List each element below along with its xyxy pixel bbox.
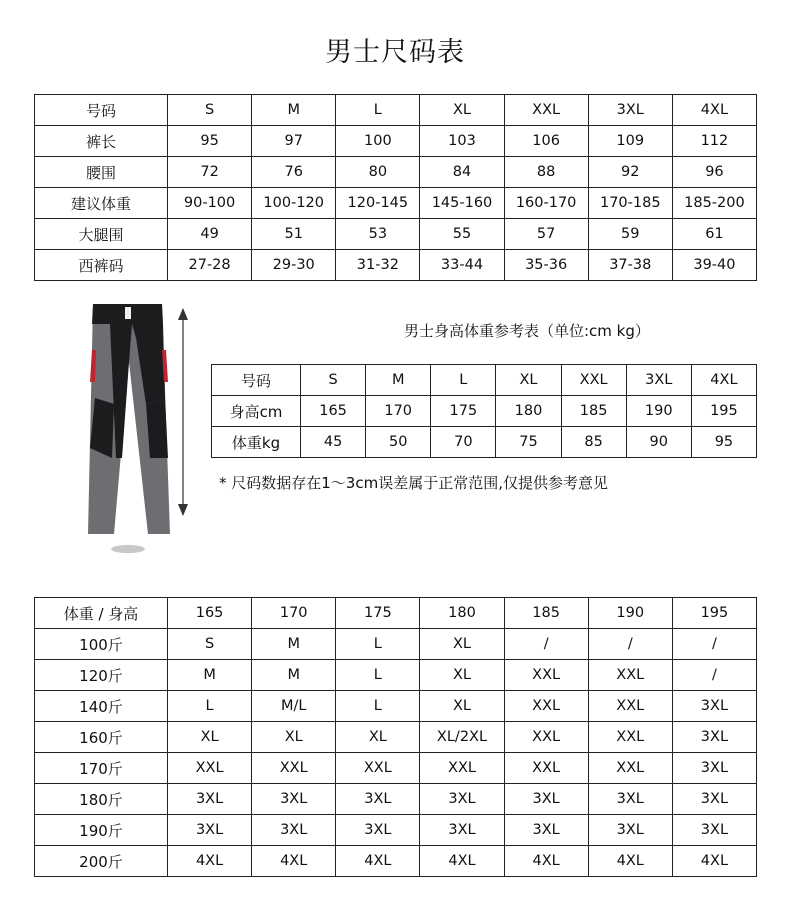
table-row [35, 691, 757, 722]
table-cell: 175 [431, 396, 496, 427]
header-cell: 165 [168, 598, 252, 629]
header-cell: 号码 [212, 365, 301, 396]
table-cell: XL [336, 722, 420, 753]
header-cell: 体重 / 身高 [35, 598, 168, 629]
table-cell: 4XL [336, 846, 420, 877]
table-cell: XXL [588, 691, 672, 722]
header-cell: 195 [672, 598, 756, 629]
table-cell: 85 [561, 427, 626, 458]
row-label: 140斤 [35, 691, 168, 722]
table-cell: 3XL [672, 691, 756, 722]
table-row [35, 784, 757, 815]
table-cell: 109 [588, 126, 672, 157]
table-cell: 57 [504, 219, 588, 250]
table-row [35, 629, 757, 660]
table-cell: XXL [504, 753, 588, 784]
table-cell: 3XL [588, 815, 672, 846]
row-label: 身高cm [212, 396, 301, 427]
table-row [212, 427, 757, 458]
table-cell: 3XL [504, 784, 588, 815]
header-cell: L [336, 95, 420, 126]
table-cell: 4XL [168, 846, 252, 877]
table-cell: 4XL [252, 846, 336, 877]
row-label: 大腿围 [35, 219, 168, 250]
table-cell: L [168, 691, 252, 722]
table-cell: XXL [504, 660, 588, 691]
table-cell: XL [420, 629, 504, 660]
table-cell: 120-145 [336, 188, 420, 219]
header-cell: 4XL [691, 365, 756, 396]
table-cell: 190 [626, 396, 691, 427]
arrow-head-down-icon [178, 504, 188, 516]
table-cell: M [168, 660, 252, 691]
header-cell: M [252, 95, 336, 126]
header-cell: XL [496, 365, 561, 396]
header-cell: M [366, 365, 431, 396]
height-weight-reference-table [211, 364, 757, 458]
header-cell: S [168, 95, 252, 126]
table-cell: 45 [301, 427, 366, 458]
table-cell: 3XL [168, 784, 252, 815]
header-cell: 170 [252, 598, 336, 629]
table-cell: 3XL [588, 784, 672, 815]
table-cell: 55 [420, 219, 504, 250]
header-cell: 号码 [35, 95, 168, 126]
table-cell: 160-170 [504, 188, 588, 219]
table-cell: 3XL [336, 784, 420, 815]
table-cell: 49 [168, 219, 252, 250]
table-cell: 3XL [252, 784, 336, 815]
table-row [35, 157, 757, 188]
header-cell: 190 [588, 598, 672, 629]
table-cell: 3XL [252, 815, 336, 846]
table-cell: 39-40 [672, 250, 756, 281]
row-label: 腰围 [35, 157, 168, 188]
table-cell: 31-32 [336, 250, 420, 281]
table-cell: L [336, 660, 420, 691]
table-header-row [35, 598, 757, 629]
table-cell: XXL [336, 753, 420, 784]
table-cell: 180 [496, 396, 561, 427]
row-label: 西裤码 [35, 250, 168, 281]
table-cell: 97 [252, 126, 336, 157]
table-cell: 165 [301, 396, 366, 427]
table-cell: 4XL [504, 846, 588, 877]
table-cell: 35-36 [504, 250, 588, 281]
table-cell: 88 [504, 157, 588, 188]
table-row [35, 660, 757, 691]
header-cell: 185 [504, 598, 588, 629]
header-cell: XXL [561, 365, 626, 396]
table-cell: XXL [504, 722, 588, 753]
table-cell: XL [420, 691, 504, 722]
size-chart-table [34, 94, 757, 281]
table-cell: M [252, 629, 336, 660]
table-row [35, 753, 757, 784]
table-cell: 61 [672, 219, 756, 250]
table-cell: XXL [588, 722, 672, 753]
table-cell: 50 [366, 427, 431, 458]
header-cell: S [301, 365, 366, 396]
table-cell: 170 [366, 396, 431, 427]
table-cell: 145-160 [420, 188, 504, 219]
table-cell: 59 [588, 219, 672, 250]
table-row [212, 396, 757, 427]
row-label: 100斤 [35, 629, 168, 660]
zipper-accent-left-shape [90, 350, 96, 382]
shadow-shape [111, 545, 145, 553]
table-row [35, 250, 757, 281]
header-cell: XL [420, 95, 504, 126]
table-cell: 27-28 [168, 250, 252, 281]
header-cell: XXL [504, 95, 588, 126]
table-cell: 90 [626, 427, 691, 458]
table-cell: 112 [672, 126, 756, 157]
row-label: 体重kg [212, 427, 301, 458]
row-label: 建议体重 [35, 188, 168, 219]
table-cell: XL/2XL [420, 722, 504, 753]
table-cell: / [504, 629, 588, 660]
table-cell: 80 [336, 157, 420, 188]
table-cell: L [336, 691, 420, 722]
weight-height-size-table [34, 597, 757, 877]
table-cell: 106 [504, 126, 588, 157]
row-label: 180斤 [35, 784, 168, 815]
table-cell: 3XL [420, 784, 504, 815]
table-cell: 3XL [672, 722, 756, 753]
table-cell: / [588, 629, 672, 660]
buckle-shape [125, 307, 131, 319]
table-cell: 70 [431, 427, 496, 458]
table-cell: 72 [168, 157, 252, 188]
table-cell: 76 [252, 157, 336, 188]
table-header-row [212, 365, 757, 396]
table-cell: 3XL [672, 815, 756, 846]
table-cell: 75 [496, 427, 561, 458]
table-cell: 4XL [420, 846, 504, 877]
table-cell: 3XL [672, 753, 756, 784]
table-cell: 95 [691, 427, 756, 458]
table-cell: XL [252, 722, 336, 753]
table-cell: 103 [420, 126, 504, 157]
header-cell: L [431, 365, 496, 396]
table-cell: XXL [504, 691, 588, 722]
table-cell: M/L [252, 691, 336, 722]
table-cell: XXL [420, 753, 504, 784]
table-cell: 95 [168, 126, 252, 157]
table-header-row [35, 95, 757, 126]
table-cell: XXL [588, 753, 672, 784]
header-cell: 3XL [626, 365, 691, 396]
table-cell: 29-30 [252, 250, 336, 281]
arrow-head-up-icon [178, 308, 188, 320]
table-cell: 53 [336, 219, 420, 250]
table-cell: 92 [588, 157, 672, 188]
table-cell: 3XL [420, 815, 504, 846]
table-cell: 84 [420, 157, 504, 188]
table-cell: 4XL [672, 846, 756, 877]
table-cell: XL [420, 660, 504, 691]
table-cell: 3XL [336, 815, 420, 846]
table-cell: 3XL [504, 815, 588, 846]
disclaimer-note: * 尺码数据存在1～3cm误差属于正常范围,仅提供参考意见 [219, 474, 608, 492]
header-cell: 175 [336, 598, 420, 629]
table-cell: 195 [691, 396, 756, 427]
table-cell: 185-200 [672, 188, 756, 219]
row-label: 裤长 [35, 126, 168, 157]
header-cell: 4XL [672, 95, 756, 126]
row-label: 170斤 [35, 753, 168, 784]
pants-product-image [70, 298, 200, 558]
row-label: 190斤 [35, 815, 168, 846]
table-cell: L [336, 629, 420, 660]
table-cell: 90-100 [168, 188, 252, 219]
table-cell: 3XL [672, 784, 756, 815]
table-row [35, 815, 757, 846]
row-label: 120斤 [35, 660, 168, 691]
row-label: 200斤 [35, 846, 168, 877]
table-cell: XXL [252, 753, 336, 784]
table-cell: / [672, 629, 756, 660]
table-cell: 100 [336, 126, 420, 157]
table-row [35, 846, 757, 877]
table-row [35, 722, 757, 753]
table-cell: S [168, 629, 252, 660]
header-cell: 180 [420, 598, 504, 629]
table-cell: M [252, 660, 336, 691]
page-title: 男士尺码表 [325, 37, 465, 68]
table-cell: XL [168, 722, 252, 753]
table-cell: XXL [168, 753, 252, 784]
table-cell: 37-38 [588, 250, 672, 281]
table-cell: XXL [588, 660, 672, 691]
table-cell: 96 [672, 157, 756, 188]
table-cell: 33-44 [420, 250, 504, 281]
table-cell: 170-185 [588, 188, 672, 219]
row-label: 160斤 [35, 722, 168, 753]
table-row [35, 188, 757, 219]
table-cell: 100-120 [252, 188, 336, 219]
reference-table-title: 男士身高体重参考表（单位:cm kg） [404, 322, 650, 340]
table-cell: 3XL [168, 815, 252, 846]
table-cell: 185 [561, 396, 626, 427]
table-row [35, 219, 757, 250]
table-cell: 4XL [588, 846, 672, 877]
table-row [35, 126, 757, 157]
table-cell: 51 [252, 219, 336, 250]
header-cell: 3XL [588, 95, 672, 126]
table-cell: / [672, 660, 756, 691]
